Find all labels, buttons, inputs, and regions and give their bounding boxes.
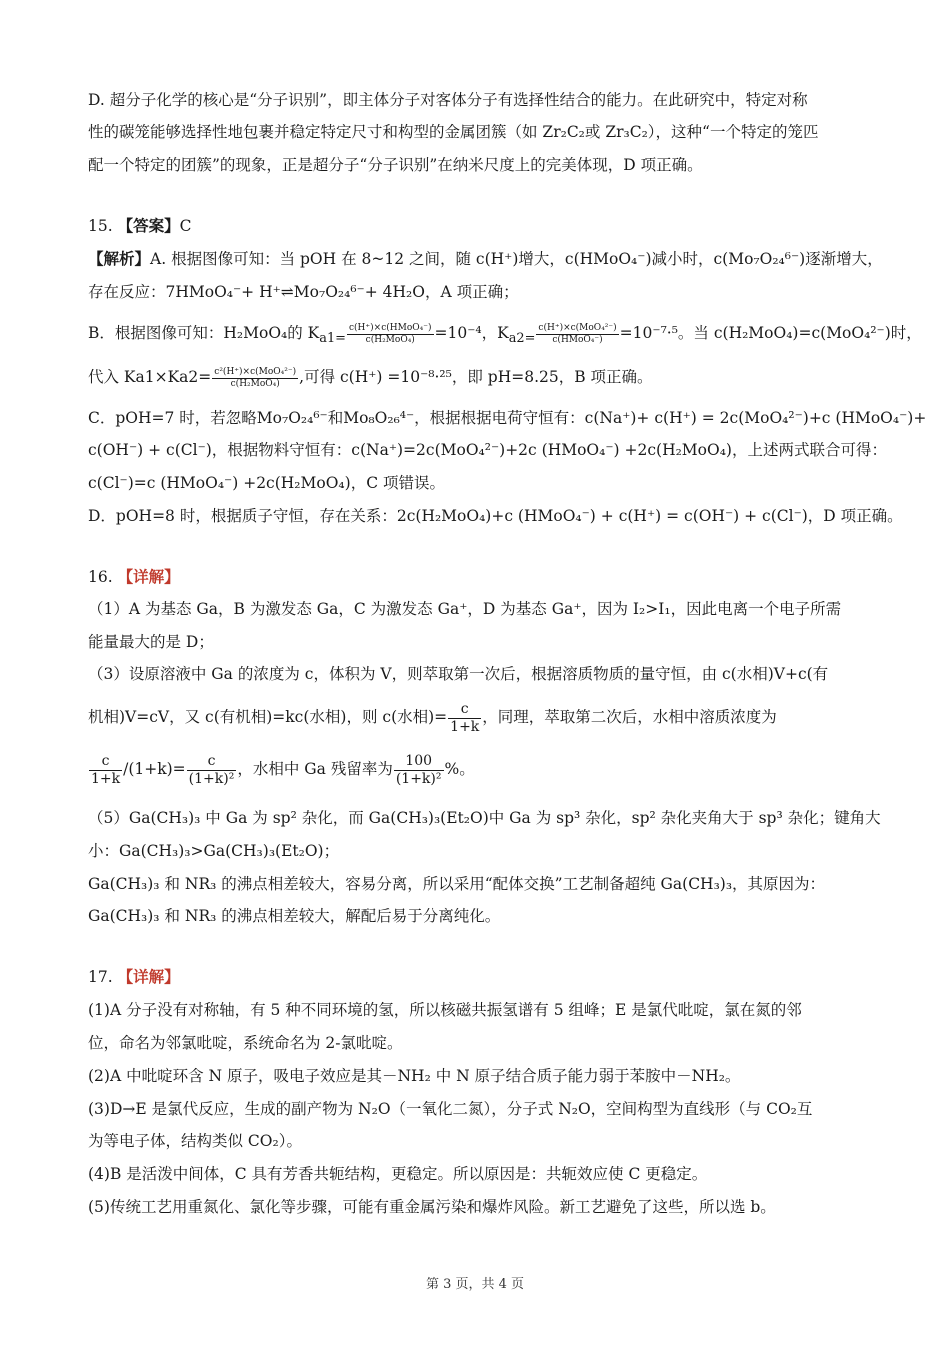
question-number: 16. <box>88 568 118 586</box>
paragraph-line: (4)B 是活泼中间体，C 具有芳香共轭结构，更稳定。所以原因是：共轭效应使 C 更稳定。 <box>88 1165 708 1183</box>
analysis-tag: 【解析】 <box>88 249 151 268</box>
fraction-c-over-1k <box>448 701 481 736</box>
answer-tag: 【答案】 <box>117 216 180 235</box>
question-16-header <box>88 567 878 587</box>
fraction-denominator: (1+k)² <box>395 770 442 787</box>
paragraph-text: A. 根据图像可知：当 pOH 在 8~12 之间，随 c(H⁺)增大，c(HMoO₄⁻)减小时，c(Mo₇O₂₄⁶⁻)逐渐增大， <box>150 250 883 268</box>
question-number: 15. <box>88 217 118 235</box>
paragraph-line: c(OH⁻) + c(Cl⁻)，根据物料守恒有：c(Na⁺)=2c(MoO₄²⁻)+2c (HMoO₄⁻) +2c(H₂MoO₄)，上述两式联合可得： <box>88 441 887 459</box>
paragraph-text: =10⁻⁴，K <box>434 324 509 342</box>
paragraph-line: Ga(CH₃)₃ 和 NR₃ 的沸点相差较大，容易分离，所以采用“配体交换”工艺制备超纯 Ga(CH₃)₃，其原因为： <box>88 875 826 893</box>
question-15-header <box>88 216 878 236</box>
paragraph-line: （5）Ga(CH₃)₃ 中 Ga 为 sp² 杂化，而 Ga(CH₃)₃(Et₂O)中 Ga 为 sp³ 杂化，sp² 杂化夹角大于 sp³ 杂化；键角大 <box>88 809 881 827</box>
paragraph-line: D. 超分子化学的核心是“分子识别”，即主体分子对客体分子有选择性结合的能力。在此研究中，特定对称 <box>88 91 808 109</box>
paragraph-line: 位，命名为邻氯吡啶，系统命名为 2-氯吡啶。 <box>88 1034 403 1052</box>
fraction-c-over-1k <box>89 753 122 788</box>
fraction-numerator: c <box>448 701 481 719</box>
paragraph-line: Ga(CH₃)₃ 和 NR₃ 的沸点相差较大，解配后易于分离纯化。 <box>88 907 501 925</box>
detail-tag: 【详解】 <box>117 567 180 586</box>
question-17-header <box>88 967 878 987</box>
paragraph-line: c(Cl⁻)=c (HMoO₄⁻) +2c(H₂MoO₄)，C 项错误。 <box>88 474 445 492</box>
paragraph-line <box>88 249 883 269</box>
paragraph-text: =10⁻⁷·⁵。当 c(H₂MoO₄)=c(MoO₄²⁻)时， <box>619 324 922 342</box>
paragraph-text: 代入 Ka1×Ka2= <box>88 368 212 386</box>
fraction-denominator: c(HMoO₄⁻) <box>552 334 603 345</box>
question-number: 17. <box>88 968 118 986</box>
fraction-numerator: c <box>89 753 122 771</box>
paragraph-line-with-fractions <box>88 320 922 348</box>
fraction-100-over-1k-squared <box>394 753 444 788</box>
paragraph-line: 存在反应：7HMoO₄⁻+ H⁺⇌Mo₇O₂₄⁶⁻+ 4H₂O，A 项正确； <box>88 283 519 301</box>
paragraph-line-with-fractions <box>88 752 878 790</box>
fraction-numerator: c <box>187 753 237 771</box>
paragraph-line: D．pOH=8 时，根据质子守恒，存在关系：2c(H₂MoO₄)+c (HMoO₄⁻) + c(H⁺) = c(OH⁻) + c(Cl⁻)，D 项正确。 <box>88 507 903 525</box>
paragraph-line: 配一个特定的团簇”的现象，正是超分子“分子识别”在纳米尺度上的完美体现，D 项正确。 <box>88 156 703 174</box>
paragraph-line: 能量最大的是 D； <box>88 633 214 651</box>
paragraph-text: 机相)V=cV，又 c(有机相)=kc(水相)，则 c(水相)= <box>88 708 448 726</box>
fraction-denominator: c(H₂MoO₄) <box>365 334 415 345</box>
paragraph-line-with-fractions <box>88 364 878 392</box>
paragraph-text: ,可得 c(H⁺) =10⁻⁸·²⁵，即 pH=8.25，B 项正确。 <box>299 368 653 386</box>
paragraph-line: (1)A 分子没有对称轴，有 5 种不同环境的氢，所以核磁共振氢谱有 5 组峰；E 是氯代吡啶，氯在氮的邻 <box>88 1001 802 1019</box>
fraction-denominator: 1+k <box>450 718 480 735</box>
paragraph-line: (3)D→E 是氯代反应，生成的副产物为 N₂O（一氧化二氮），分子式 N₂O，空间构型为直线形（与 CO₂互 <box>88 1100 813 1118</box>
paragraph-line: (5)传统工艺用重氮化、氯化等步骤，可能有重金属污染和爆炸风险。新工艺避免了这些，所以选 b。 <box>88 1198 776 1216</box>
fraction-numerator: c²(H⁺)×c(MoO₄²⁻) <box>214 366 297 377</box>
fraction-ka1 <box>347 323 434 346</box>
paragraph-line: （1）A 为基态 Ga，B 为激发态 Ga，C 为激发态 Ga⁺，D 为基态 Ga⁺，因为 I₂>I₁，因此电离一个电子所需 <box>88 600 842 618</box>
fraction-numerator: 100 <box>394 753 444 771</box>
fraction-denominator: 1+k <box>91 770 121 787</box>
fraction-ka-product <box>212 367 298 390</box>
subscript: a2= <box>508 331 536 347</box>
paragraph-line: 小：Ga(CH₃)₃>Ga(CH₃)₃(Et₂O)； <box>88 842 340 860</box>
fraction-denominator: (1+k)² <box>188 770 235 787</box>
fraction-ka2 <box>536 323 618 346</box>
detail-tag: 【详解】 <box>117 967 180 986</box>
paragraph-line-with-fractions <box>88 700 878 738</box>
paragraph-line: （3）设原溶液中 Ga 的浓度为 c，体积为 V，则萃取第一次后，根据溶质物质的量守恒，由 c(水相)V+c(有 <box>88 665 829 683</box>
paragraph-text: B．根据图像可知：H₂MoO₄的 K <box>88 324 320 342</box>
paragraph-line: (2)A 中吡啶环含 N 原子，吸电子效应是其－NH₂ 中 N 原子结合质子能力弱于苯胺中－NH₂。 <box>88 1067 741 1085</box>
fraction-numerator: c(H⁺)×c(HMoO₄⁻) <box>349 322 432 333</box>
subscript: a1= <box>319 331 346 347</box>
paragraph-line: 为等电子体，结构类似 CO₂）。 <box>88 1132 302 1150</box>
paragraph-text: ，同理，萃取第二次后，水相中溶质浓度为 <box>482 708 777 726</box>
paragraph-text: %。 <box>444 760 475 778</box>
fraction-numerator: c(H⁺)×c(MoO₄²⁻) <box>538 322 617 333</box>
answer-value: C <box>179 217 192 235</box>
fraction-denominator: c(H₂MoO₄) <box>230 378 280 389</box>
paragraph-line: C．pOH=7 时，若忽略Mo₇O₂₄⁶⁻和Mo₈O₂₆⁴⁻，根据根据电荷守恒有：c(Na⁺)+ c(H⁺) = 2c(MoO₄²⁻)+c (HMoO₄⁻)+ <box>88 409 927 427</box>
page-footer: 第 3 页，共 4 页 <box>425 1277 525 1292</box>
fraction-c-over-1k-squared <box>187 753 237 788</box>
paragraph-text: ，水相中 Ga 残留率为 <box>237 760 393 778</box>
paragraph-text: /(1+k)= <box>123 760 186 778</box>
paragraph-line: 性的碳笼能够选择性地包裹并稳定特定尺寸和构型的金属团簇（如 Zr₂C₂或 Zr₃C₂），这种“一个特定的笼匹 <box>88 123 819 141</box>
